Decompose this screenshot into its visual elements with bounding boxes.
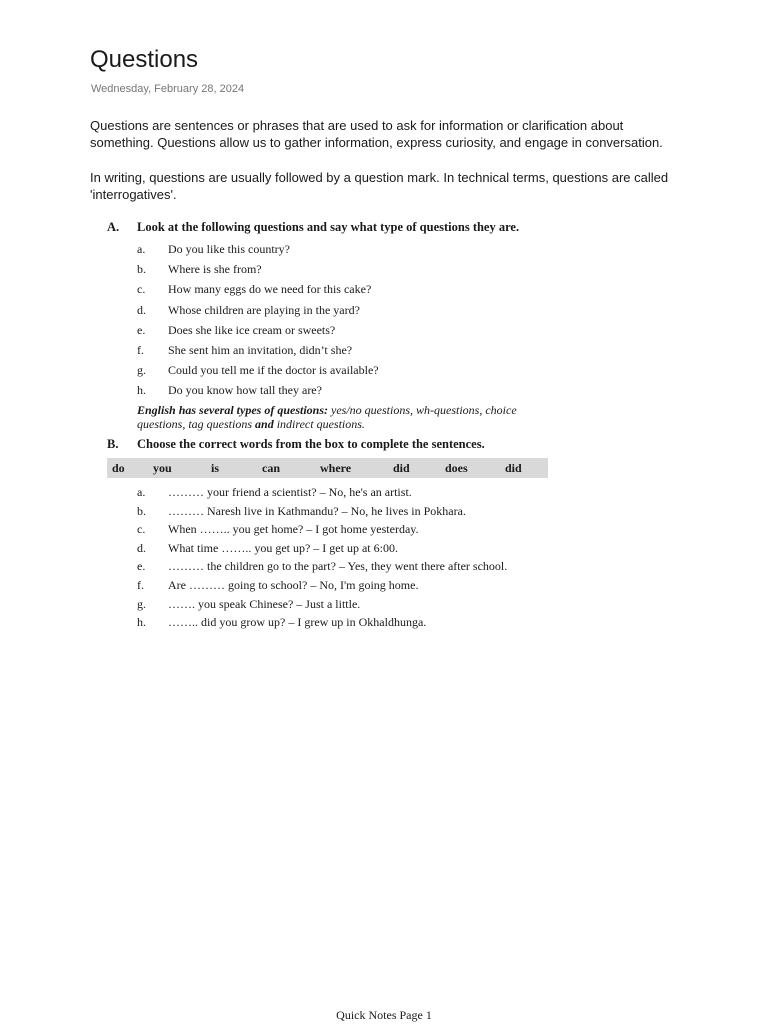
- note-lead: English has several types of questions:: [137, 403, 332, 417]
- list-item: [137, 502, 507, 521]
- section-b-letter: B.: [107, 437, 119, 451]
- item-text: ……… your friend a scientist? – No, he's an artist.: [168, 485, 412, 499]
- intro-paragraph-2: In writing, questions are usually followed by a question mark. In technical terms, questions are called 'interrogatives'.: [90, 170, 669, 202]
- item-text: Does she like ice cream or sweets?: [168, 322, 336, 337]
- item-letter: a.: [137, 485, 146, 499]
- item-letter: b.: [137, 503, 146, 518]
- item-text: She sent him an invitation, didn’t she?: [168, 342, 353, 357]
- list-item: [137, 259, 379, 279]
- item-letter: e.: [137, 322, 146, 337]
- item-text: …….. did you grow up? – I grew up in Okhaldhunga.: [168, 615, 427, 630]
- word-box-word: can: [262, 461, 280, 475]
- note-and: and: [255, 417, 277, 431]
- item-text: Do you know how tall they are?: [168, 383, 322, 398]
- note-last-type: indirect questions.: [276, 417, 365, 431]
- item-letter: h.: [137, 615, 146, 630]
- item-letter: c.: [137, 522, 146, 537]
- section-b-instruction: Choose the correct words from the box to complete the sentences.: [137, 437, 485, 451]
- list-item: [137, 557, 507, 576]
- item-letter: b.: [137, 262, 146, 277]
- list-item: [137, 340, 379, 360]
- section-b-heading: [107, 437, 485, 452]
- section-a-letter: A.: [107, 220, 120, 234]
- section-a-question-list: [137, 239, 379, 401]
- section-a-heading: [107, 220, 519, 235]
- list-item: [137, 239, 379, 259]
- item-letter: d.: [137, 540, 146, 555]
- list-item: [137, 320, 379, 340]
- word-box-word: you: [153, 461, 172, 475]
- item-letter: f.: [137, 577, 144, 592]
- item-text: Whose children are playing in the yard?: [168, 302, 360, 317]
- item-text: Are ……… going to school? – No, I'm going home.: [168, 577, 419, 592]
- word-box-word: is: [211, 461, 220, 475]
- item-text: Where is she from?: [168, 262, 262, 277]
- intro-paragraph-1: Questions are sentences or phrases that are used to ask for information or clarification about something. Questions allow us to gather information, express curiosity, and engage in conversation.: [90, 118, 663, 150]
- item-text: How many eggs do we need for this cake?: [168, 282, 372, 297]
- word-box-word: did: [393, 461, 410, 475]
- item-letter: g.: [137, 596, 146, 611]
- item-text: ……… the children go to the part? – Yes, they went there after school.: [168, 559, 508, 574]
- item-text: ……… Naresh live in Kathmandu? – No, he lives in Pokhara.: [168, 503, 466, 518]
- word-box: [107, 458, 548, 478]
- list-item: [137, 520, 507, 539]
- list-item: [137, 380, 379, 400]
- item-text: Do you like this country?: [168, 242, 290, 256]
- item-text: ……. you speak Chinese? – Just a little.: [168, 596, 361, 611]
- word-box-word: where: [320, 461, 352, 475]
- list-item: [137, 279, 379, 299]
- item-text: Could you tell me if the doctor is available?: [168, 363, 379, 378]
- item-text: What time …….. you get up? – I get up at 6:00.: [168, 540, 398, 555]
- page-footer: Quick Notes Page 1: [336, 1008, 432, 1022]
- item-letter: h.: [137, 383, 146, 398]
- word-box-word: do: [112, 461, 125, 475]
- list-item: [137, 539, 507, 558]
- item-letter: e.: [137, 559, 146, 574]
- list-item: [137, 613, 507, 632]
- item-letter: f.: [137, 342, 144, 357]
- list-item: [137, 483, 507, 502]
- list-item: [137, 360, 379, 380]
- item-letter: d.: [137, 302, 146, 317]
- item-letter: g.: [137, 363, 146, 378]
- section-a-instruction: Look at the following questions and say what type of questions they are.: [137, 220, 520, 234]
- list-item: [137, 576, 507, 595]
- item-letter: c.: [137, 282, 146, 297]
- page-date: Wednesday, February 28, 2024: [91, 83, 245, 95]
- item-letter: a.: [137, 242, 146, 256]
- list-item: [137, 595, 507, 614]
- page-title: Questions: [90, 46, 199, 73]
- word-box-word: does: [445, 461, 468, 475]
- item-text: When …….. you get home? – I got home yesterday.: [168, 522, 419, 537]
- word-box-word: did: [505, 461, 522, 475]
- question-types-note: [137, 403, 557, 431]
- list-item: [137, 300, 379, 320]
- note-types: yes/no questions, wh-questions, choice questions, tag questions: [137, 403, 517, 431]
- section-b-sentence-list: [137, 483, 507, 632]
